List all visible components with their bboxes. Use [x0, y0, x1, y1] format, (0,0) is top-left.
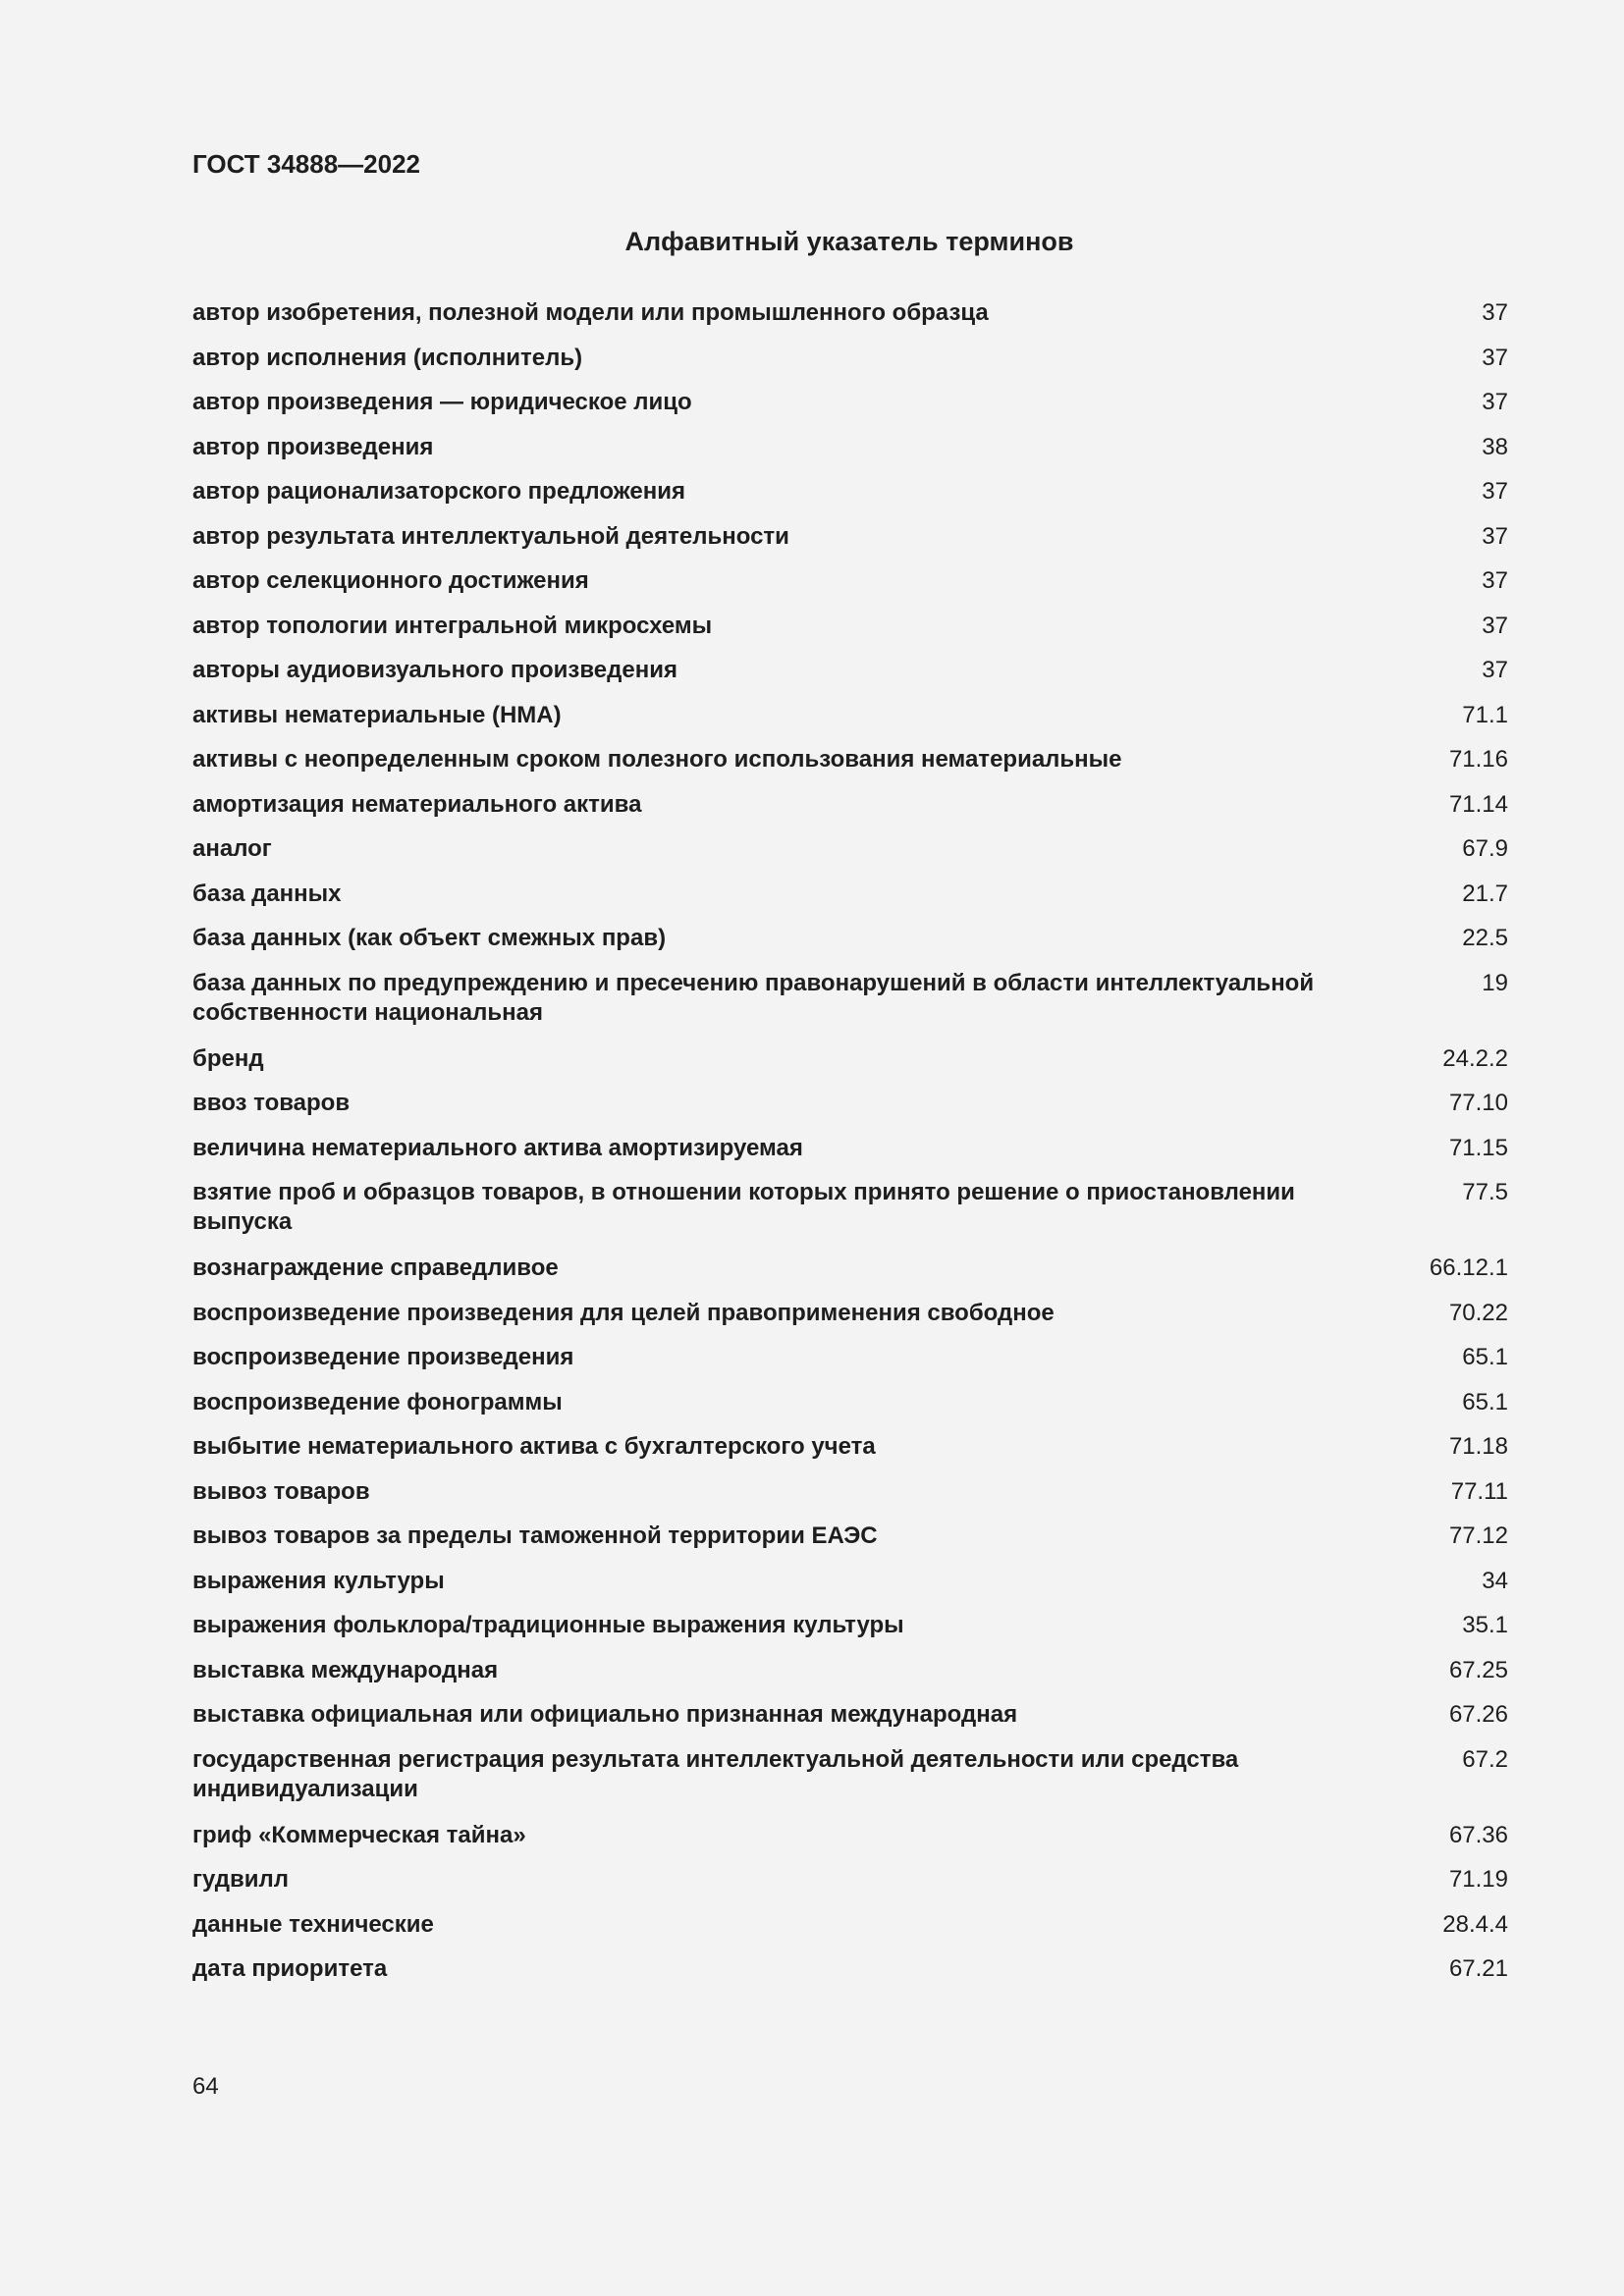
index-term: автор исполнения (исполнитель): [192, 344, 583, 371]
index-reference: 65.1: [1462, 1388, 1508, 1415]
index-term: величина нематериального актива амортизируемая: [192, 1134, 803, 1161]
index-term: аналог: [192, 835, 272, 862]
index-entry: [192, 1088, 1508, 1133]
index-term: взятие проб и образцов товаров, в отношении которых принято решение о приостановлении выпуска: [192, 1179, 1295, 1235]
index-reference: 71.1: [1462, 701, 1508, 728]
index-reference: 67.2: [1462, 1745, 1508, 1773]
term-index-list: [192, 297, 1508, 1999]
index-entry: [192, 476, 1508, 521]
index-reference: 37: [1482, 567, 1508, 594]
index-reference: 37: [1482, 389, 1508, 415]
index-reference: 28.4.4: [1442, 1910, 1508, 1938]
index-reference: 71.14: [1448, 790, 1508, 818]
index-term: бренд: [192, 1044, 264, 1072]
index-reference: 77.11: [1450, 1477, 1508, 1505]
index-term: воспроизведение произведения для целей правоприменения свободное: [192, 1299, 1055, 1326]
index-reference: 21.7: [1462, 880, 1508, 907]
index-term: воспроизведение произведения: [192, 1344, 574, 1370]
index-reference: 71.18: [1448, 1433, 1508, 1460]
index-entry: [192, 1566, 1508, 1611]
index-term: государственная регистрация результата интеллектуальной деятельности или средства индивидуализации: [192, 1745, 1239, 1802]
index-entry: [192, 1610, 1508, 1655]
index-reference: 37: [1482, 612, 1508, 639]
index-entry: [192, 521, 1508, 566]
index-entry: [192, 1699, 1508, 1744]
index-entry: [192, 297, 1508, 343]
index-entry: [192, 1177, 1508, 1253]
index-entry: [192, 879, 1508, 924]
index-entry: [192, 1864, 1508, 1909]
index-term: активы с неопределенным сроком полезного использования нематериальные: [192, 746, 1122, 773]
index-term: амортизация нематериального актива: [192, 790, 642, 818]
index-entry: [192, 1655, 1508, 1700]
index-entry: [192, 1253, 1508, 1298]
index-term: база данных: [192, 880, 342, 907]
index-reference: 65.1: [1462, 1344, 1508, 1370]
index-term: автор произведения: [192, 433, 434, 460]
index-reference: 37: [1482, 522, 1508, 550]
index-reference: 19: [1482, 969, 1508, 996]
index-entry: [192, 833, 1508, 879]
index-entry: [192, 744, 1508, 789]
index-reference: 77.12: [1448, 1522, 1508, 1549]
page-title: Алфавитный указатель терминов: [624, 227, 1074, 256]
index-reference: 71.19: [1448, 1866, 1508, 1893]
index-term: выставка официальная или официально признанная международная: [192, 1701, 1018, 1728]
index-entry: [192, 1744, 1508, 1820]
index-entry: [192, 789, 1508, 834]
index-term: автор изобретения, полезной модели или промышленного образца: [192, 299, 989, 326]
index-reference: 37: [1482, 299, 1508, 326]
index-term: база данных по предупреждению и пресечению правонарушений в области интеллектуальной собственности национальная: [192, 969, 1315, 1026]
index-entry: [192, 1476, 1508, 1522]
index-reference: 67.21: [1448, 1955, 1508, 1982]
index-entry: [192, 923, 1508, 968]
index-entry: [192, 1043, 1508, 1089]
index-entry: [192, 343, 1508, 388]
index-entry: [192, 387, 1508, 432]
index-reference: 77.5: [1462, 1179, 1508, 1205]
index-entry: [192, 1387, 1508, 1432]
index-entry: [192, 1342, 1508, 1387]
index-entry: [192, 968, 1508, 1043]
index-reference: 37: [1482, 657, 1508, 683]
index-term: вознаграждение справедливое: [192, 1255, 559, 1281]
index-term: активы нематериальные (НМА): [192, 701, 562, 728]
index-term: выбытие нематериального актива с бухгалтерского учета: [192, 1433, 876, 1460]
index-term: выставка международная: [192, 1656, 499, 1683]
index-term: вывоз товаров за пределы таможенной территории ЕАЭС: [192, 1522, 878, 1549]
index-reference: 70.22: [1448, 1299, 1508, 1326]
index-reference: 77.10: [1448, 1090, 1508, 1116]
index-term: дата приоритета: [192, 1955, 388, 1982]
index-term: выражения культуры: [192, 1567, 445, 1594]
index-reference: 35.1: [1462, 1612, 1508, 1638]
index-term: гудвилл: [192, 1866, 289, 1893]
index-term: автор рационализаторского предложения: [192, 478, 685, 505]
index-reference: 67.36: [1448, 1821, 1508, 1848]
index-reference: 66.12.1: [1429, 1255, 1508, 1281]
index-term: воспроизведение фонограммы: [192, 1388, 563, 1415]
index-term: база данных (как объект смежных прав): [192, 925, 667, 951]
index-reference: 67.9: [1462, 835, 1508, 862]
index-entry: [192, 1298, 1508, 1343]
index-term: данные технические: [192, 1910, 434, 1938]
index-entry: [192, 1820, 1508, 1865]
index-reference: 71.15: [1448, 1134, 1508, 1161]
index-term: ввоз товаров: [192, 1090, 351, 1116]
index-entry: [192, 1909, 1508, 1954]
index-reference: 71.16: [1448, 746, 1508, 773]
index-reference: 38: [1482, 433, 1508, 460]
index-reference: 37: [1482, 478, 1508, 505]
index-entry: [192, 700, 1508, 745]
index-reference: 34: [1482, 1567, 1508, 1594]
index-reference: 67.26: [1448, 1701, 1508, 1728]
index-entry: [192, 1521, 1508, 1566]
document-code: ГОСТ 34888—2022: [192, 149, 420, 179]
index-entry: [192, 1953, 1508, 1999]
index-reference: 37: [1482, 344, 1508, 371]
index-entry: [192, 655, 1508, 700]
page-number: 64: [192, 2073, 219, 2100]
index-entry: [192, 1431, 1508, 1476]
index-entry: [192, 611, 1508, 656]
index-reference: 22.5: [1462, 925, 1508, 951]
index-term: автор селекционного достижения: [192, 567, 589, 594]
index-term: автор результата интеллектуальной деятельности: [192, 522, 789, 550]
index-term: авторы аудиовизуального произведения: [192, 657, 677, 683]
index-entry: [192, 565, 1508, 611]
index-reference: 24.2.2: [1442, 1044, 1508, 1072]
index-entry: [192, 1133, 1508, 1178]
index-term: автор произведения — юридическое лицо: [192, 389, 692, 415]
index-entry: [192, 432, 1508, 477]
index-term: гриф «Коммерческая тайна»: [192, 1821, 526, 1848]
index-term: автор топологии интегральной микросхемы: [192, 612, 713, 639]
index-term: выражения фольклора/традиционные выражения культуры: [192, 1612, 904, 1638]
index-term: вывоз товаров: [192, 1477, 370, 1505]
index-reference: 67.25: [1448, 1656, 1508, 1683]
